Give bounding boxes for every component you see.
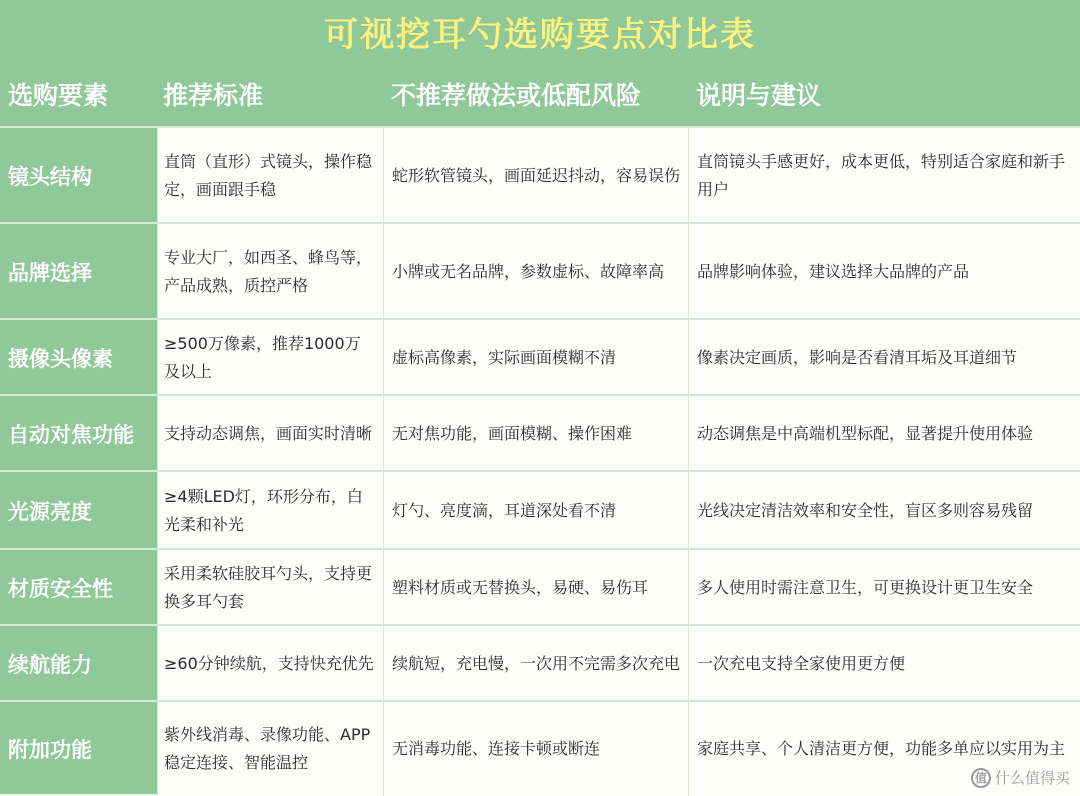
cell-avoid: 灯勺、亮度滴，耳道深处看不清	[383, 472, 688, 550]
row-label: 镜头结构	[8, 165, 92, 189]
watermark-text: 什么值得买	[994, 769, 1070, 787]
header-recommend: 推荐标准	[163, 81, 264, 110]
row-label: 光源亮度	[8, 500, 92, 524]
table-row	[0, 222, 1080, 320]
table-row	[0, 394, 1080, 472]
cell-advice: 品牌影响体验，建议选择大品牌的产品	[688, 224, 1080, 320]
header-factor: 选购要素	[8, 81, 109, 110]
cell-advice: 直筒镜头手感更好，成本更低，特别适合家庭和新手用户	[688, 128, 1080, 224]
table-row	[0, 700, 1080, 796]
header-advice: 说明与建议	[696, 81, 822, 110]
watermark	[971, 767, 1070, 788]
table-row	[0, 624, 1080, 702]
row-label: 续航能力	[8, 653, 92, 677]
row-label: 品牌选择	[8, 261, 92, 285]
cell-avoid: 无消毒功能、连接卡顿或断连	[383, 702, 688, 796]
cell-avoid: 续航短，充电慢，一次用不完需多次充电	[383, 626, 688, 702]
cell-advice: 动态调焦是中高端机型标配，显著提升使用体验	[688, 396, 1080, 472]
title-bar	[0, 0, 1080, 62]
cell-advice: 一次充电支持全家使用更方便	[688, 626, 1080, 702]
cell-avoid: 无对焦功能，画面模糊、操作困难	[383, 396, 688, 472]
header-avoid: 不推荐做法或低配风险	[391, 81, 642, 110]
table-row	[0, 318, 1080, 396]
row-label: 摄像头像素	[8, 347, 113, 371]
cell-recommend: ≥60分钟续航，支持快充优先	[157, 626, 383, 702]
cell-avoid: 虚标高像素，实际画面模糊不清	[383, 320, 688, 396]
cell-avoid: 小牌或无名品牌，参数虚标、故障率高	[383, 224, 688, 320]
cell-recommend: 直筒（直形）式镜头，操作稳定，画面跟手稳	[157, 128, 383, 224]
cell-avoid: 蛇形软管镜头，画面延迟抖动，容易误伤	[383, 128, 688, 224]
cell-avoid: 塑料材质或无替换头，易硬、易伤耳	[383, 550, 688, 626]
table-row	[0, 126, 1080, 224]
table-header	[0, 62, 1080, 126]
cell-recommend: 采用柔软硅胶耳勺头，支持更换多耳勺套	[157, 550, 383, 626]
cell-recommend: 专业大厂，如西圣、蜂鸟等，产品成熟，质控严格	[157, 224, 383, 320]
cell-advice: 多人使用时需注意卫生，可更换设计更卫生安全	[688, 550, 1080, 626]
page-title: 可视挖耳勺选购要点对比表	[324, 14, 756, 55]
row-label: 附加功能	[8, 738, 92, 762]
table-row	[0, 470, 1080, 550]
cell-recommend: 紫外线消毒、录像功能、APP稳定连接、智能温控	[157, 702, 383, 796]
row-label: 材质安全性	[8, 577, 113, 601]
cell-recommend: ≥4颗LED灯，环形分布，白光柔和补光	[157, 472, 383, 550]
cell-recommend: ≥500万像素，推荐1000万及以上	[157, 320, 383, 396]
smzdm-logo-icon: 值	[971, 768, 991, 788]
cell-advice: 光线决定清洁效率和安全性，盲区多则容易残留	[688, 472, 1080, 550]
table-row	[0, 548, 1080, 626]
cell-advice: 像素决定画质，影响是否看清耳垢及耳道细节	[688, 320, 1080, 396]
cell-recommend: 支持动态调焦，画面实时清晰	[157, 396, 383, 472]
cell-advice: 家庭共享、个人清洁更方便，功能多单应以实用为主	[688, 702, 1080, 796]
row-label: 自动对焦功能	[8, 423, 134, 447]
